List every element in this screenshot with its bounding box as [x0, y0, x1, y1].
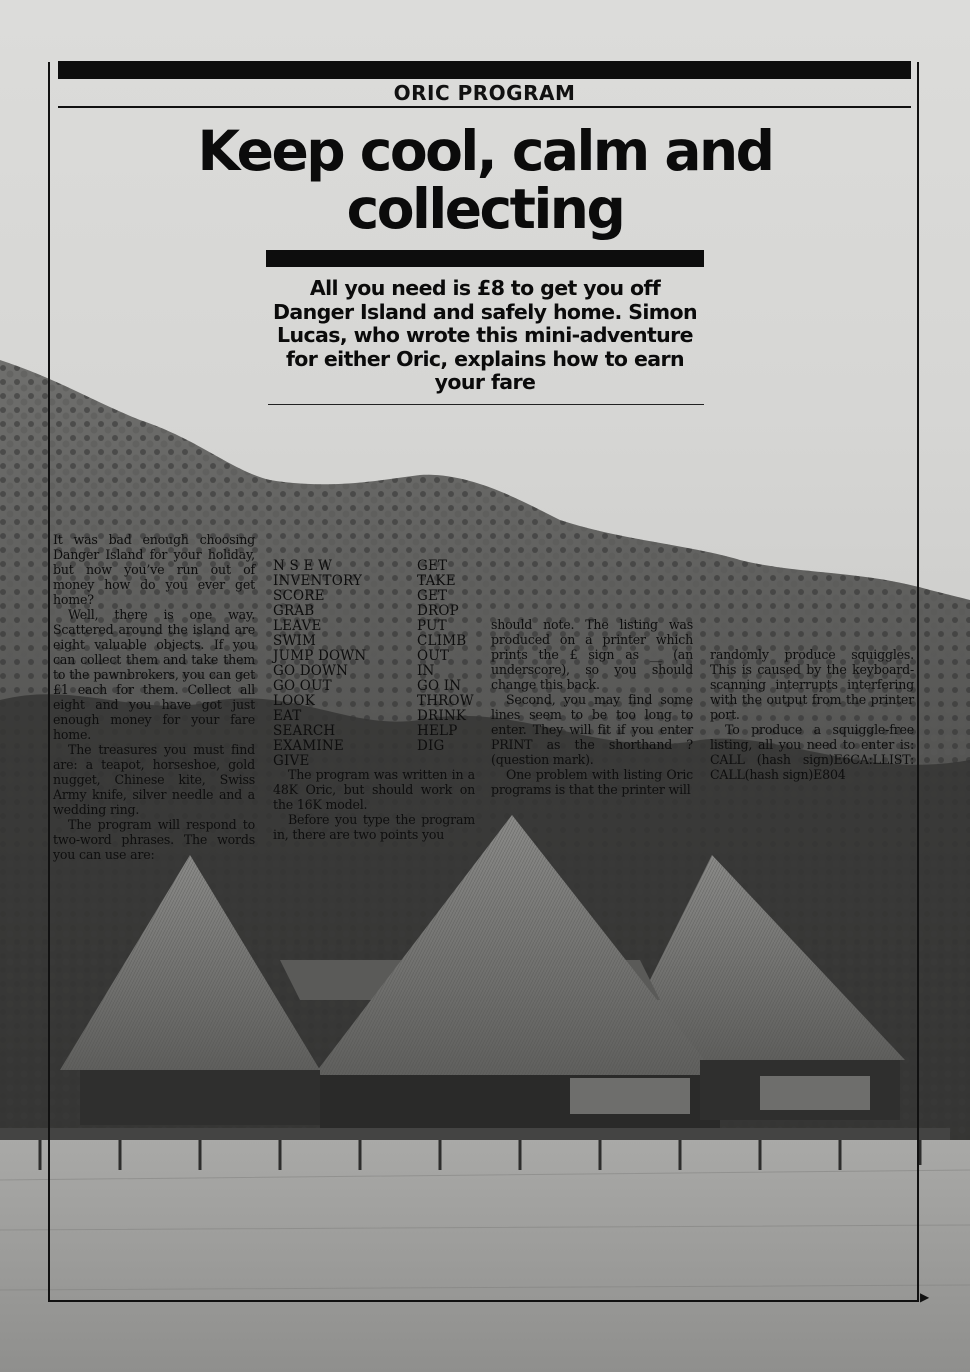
command-list-right — [417, 559, 487, 754]
paragraph: Well, there is one way. Scattered around the island are eight valuable objects. If you can collect them and take them to the pawnbrokers, you can get £1 each for them. Collect all eight and you have got just enough money for your fare home. — [53, 607, 255, 742]
command-word: GET — [417, 588, 448, 604]
command-word: EXAMINE — [273, 738, 344, 754]
command-word: HELP — [417, 723, 458, 739]
paragraph: randomly produce squiggles. This is caused by the keyboard-scanning interrupts interfering with the output from the printer port. — [710, 647, 914, 722]
standfirst-rule — [268, 404, 704, 405]
standfirst: All you need is £8 to get you off Danger Island and safely home. Simon Lucas, who wrote this mini-adventure for either Oric, explains how to earn your fare — [272, 276, 698, 394]
standfirst-bar — [266, 250, 704, 267]
command-word: SEARCH — [273, 723, 336, 739]
command-word: IN — [417, 663, 435, 679]
command-word: GO IN — [417, 678, 462, 694]
command-word: GO OUT — [273, 678, 332, 694]
command-word: CLIMB — [417, 633, 467, 649]
command-word: GET — [417, 558, 448, 574]
command-word: THROW — [417, 693, 474, 709]
command-word: SCORE — [273, 588, 325, 604]
section-label: ORIC PROGRAM — [393, 81, 576, 105]
paragraph: It was bad enough choosing Danger Island for your holiday, but now you’ve run out of money how do you ever get home? — [53, 532, 255, 607]
paragraph: should note. The listing was produced on a printer which prints the £ sign as __ (an underscore), so you should change this back. — [491, 617, 693, 692]
command-word: EAT — [273, 708, 302, 724]
command-word: LEAVE — [273, 618, 322, 634]
article-column-4 — [710, 647, 914, 782]
command-word: INVENTORY — [273, 573, 363, 589]
paragraph: To produce a squiggle-free listing, all you need to enter is: CALL (hash sign)E6CA:LLIST: CALL(hash sign)E804 — [710, 722, 914, 782]
command-word: OUT — [417, 648, 450, 664]
command-word: JUMP DOWN — [273, 648, 367, 664]
frame-right-rule — [917, 62, 919, 1302]
paragraph: Second, you may find some lines seem to be too long to enter. They will fit if you enter PRINT as the shorthand ? (question mark). — [491, 692, 693, 767]
article-column-2 — [273, 767, 475, 842]
paragraph: The program was written in a 48K Oric, but should work on the 16K model. — [273, 767, 475, 812]
command-word: PUT — [417, 618, 447, 634]
command-word: DRINK — [417, 708, 467, 724]
command-word: DROP — [417, 603, 459, 619]
frame-bottom-rule — [48, 1300, 919, 1302]
command-word: GO DOWN — [273, 663, 349, 679]
top-black-bar — [58, 61, 911, 79]
paragraph: Before you type the program in, there are two points you — [273, 812, 475, 842]
paragraph: One problem with listing Oric programs is that the printer will — [491, 767, 693, 797]
command-list-left — [273, 559, 413, 769]
headline: Keep cool, calm and collecting — [197, 119, 773, 241]
command-word: LOOK — [273, 693, 315, 709]
command-word: TAKE — [417, 573, 456, 589]
label-rule — [58, 106, 911, 108]
article-column-1 — [53, 532, 255, 862]
command-word: N S E W — [273, 558, 333, 574]
command-word: DIG — [417, 738, 445, 754]
continue-arrow-icon: ▶ — [920, 1290, 930, 1304]
paragraph: The program will respond to two-word phrases. The words you can use are: — [53, 817, 255, 862]
article-column-3 — [491, 617, 693, 797]
command-word: SWIM — [273, 633, 317, 649]
command-word: GRAB — [273, 603, 315, 619]
paragraph: The treasures you must find are: a teapot, horseshoe, gold nugget, Chinese kite, Swiss Army knife, silver needle and a wedding ring. — [53, 742, 255, 817]
command-word: GIVE — [273, 753, 310, 769]
frame-left-rule — [48, 62, 50, 1302]
